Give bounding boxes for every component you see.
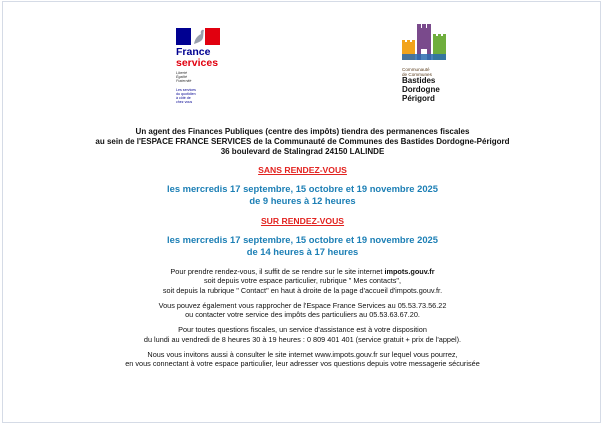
communaute-line4: Dordogne [402, 85, 440, 95]
bastide-tower-icon [402, 24, 446, 60]
communaute-name [402, 77, 462, 103]
contact-block [20, 301, 585, 320]
tagline-line: Les services [176, 87, 196, 92]
marianne-flag-icon [176, 28, 220, 45]
announcement-body [20, 127, 585, 369]
intro-line: au sein de l'ESPACE FRANCE SERVICES de la Communauté de Communes des Bastides Dordogne-Périgord [95, 137, 510, 146]
tagline-line: à côté de [176, 96, 191, 101]
motto-egalite: Égalité [176, 75, 187, 80]
assistance-block [20, 325, 585, 344]
booking-text: Pour prendre rendez-vous, il suffit de se rendre sur le site internet [170, 267, 385, 276]
booking-line: soit depuis votre espace particulier, rubrique " Mes contacts", [203, 276, 402, 286]
france-services-logo [176, 28, 246, 104]
tagline-line: chez vous [176, 100, 193, 105]
communaute-line5: Périgord [402, 94, 435, 103]
closing-line: en vous connectant à votre espace particulier, leur adresser vos questions depuis votre messagerie sécurisée [125, 359, 480, 369]
session-appointment-details [20, 234, 585, 258]
motto-liberte: Liberté [176, 71, 187, 75]
communaute-communes-logo [402, 24, 462, 104]
france-services-title [176, 47, 246, 69]
communaute-line2: de Communes [402, 72, 432, 78]
communaute-line1: Communauté [402, 67, 430, 72]
session-hours: de 9 heures à 12 heures [249, 195, 356, 206]
address-line: 36 boulevard de Stalingrad 24150 LALINDE [220, 147, 385, 156]
session-title-appointment: SUR RENDEZ-VOUS [260, 216, 345, 226]
closing-block [20, 350, 585, 369]
booking-instructions [20, 267, 585, 295]
assistance-line: du lundi au vendredi de 8 heures 30 à 19 heures : 0 809 401 401 (service gratuit + prix de l'appel). [143, 334, 462, 344]
republic-motto [176, 71, 246, 84]
session-dates: les mercredis 17 septembre, 15 octobre et 19 novembre 2025 [167, 183, 438, 194]
session-dates: les mercredis 17 septembre, 15 octobre et 19 novembre 2025 [167, 234, 438, 245]
session-hours: de 14 heures à 17 heures [246, 246, 359, 257]
intro-line: Un agent des Finances Publiques (centre des impôts) tiendra des permanences fiscales [135, 127, 470, 136]
impots-site-link[interactable]: impots.gouv.fr [384, 267, 435, 276]
session-title-walk-in: SANS RENDEZ-VOUS [258, 165, 347, 175]
france-services-tagline [176, 88, 246, 105]
france-services-line2: services [176, 57, 219, 69]
intro-block [20, 127, 585, 157]
communaute-line3: Bastides [402, 76, 436, 86]
tagline-line: du quotidien [176, 91, 196, 96]
closing-line: Nous vous invitons aussi à consulter le site internet www.impots.gouv.fr sur lequel vous pourrez, [147, 350, 458, 360]
contact-line: ou contacter votre service des impôts des particuliers au 05.53.63.67.20. [185, 310, 420, 320]
motto-fraternite: Fraternité [176, 79, 192, 84]
booking-line: soit depuis la rubrique " Contact" en haut à droite de la page d'accueil d'impots.gouv.fr. [162, 285, 443, 295]
assistance-line: Pour toutes questions fiscales, un service d'assistance est à votre disposition [178, 325, 427, 335]
france-services-line1: France [176, 46, 211, 58]
contact-line: Vous pouvez également vous rapprocher de l'Espace France Services au 05.53.73.56.22 [158, 300, 447, 310]
session-walk-in-details [20, 183, 585, 207]
